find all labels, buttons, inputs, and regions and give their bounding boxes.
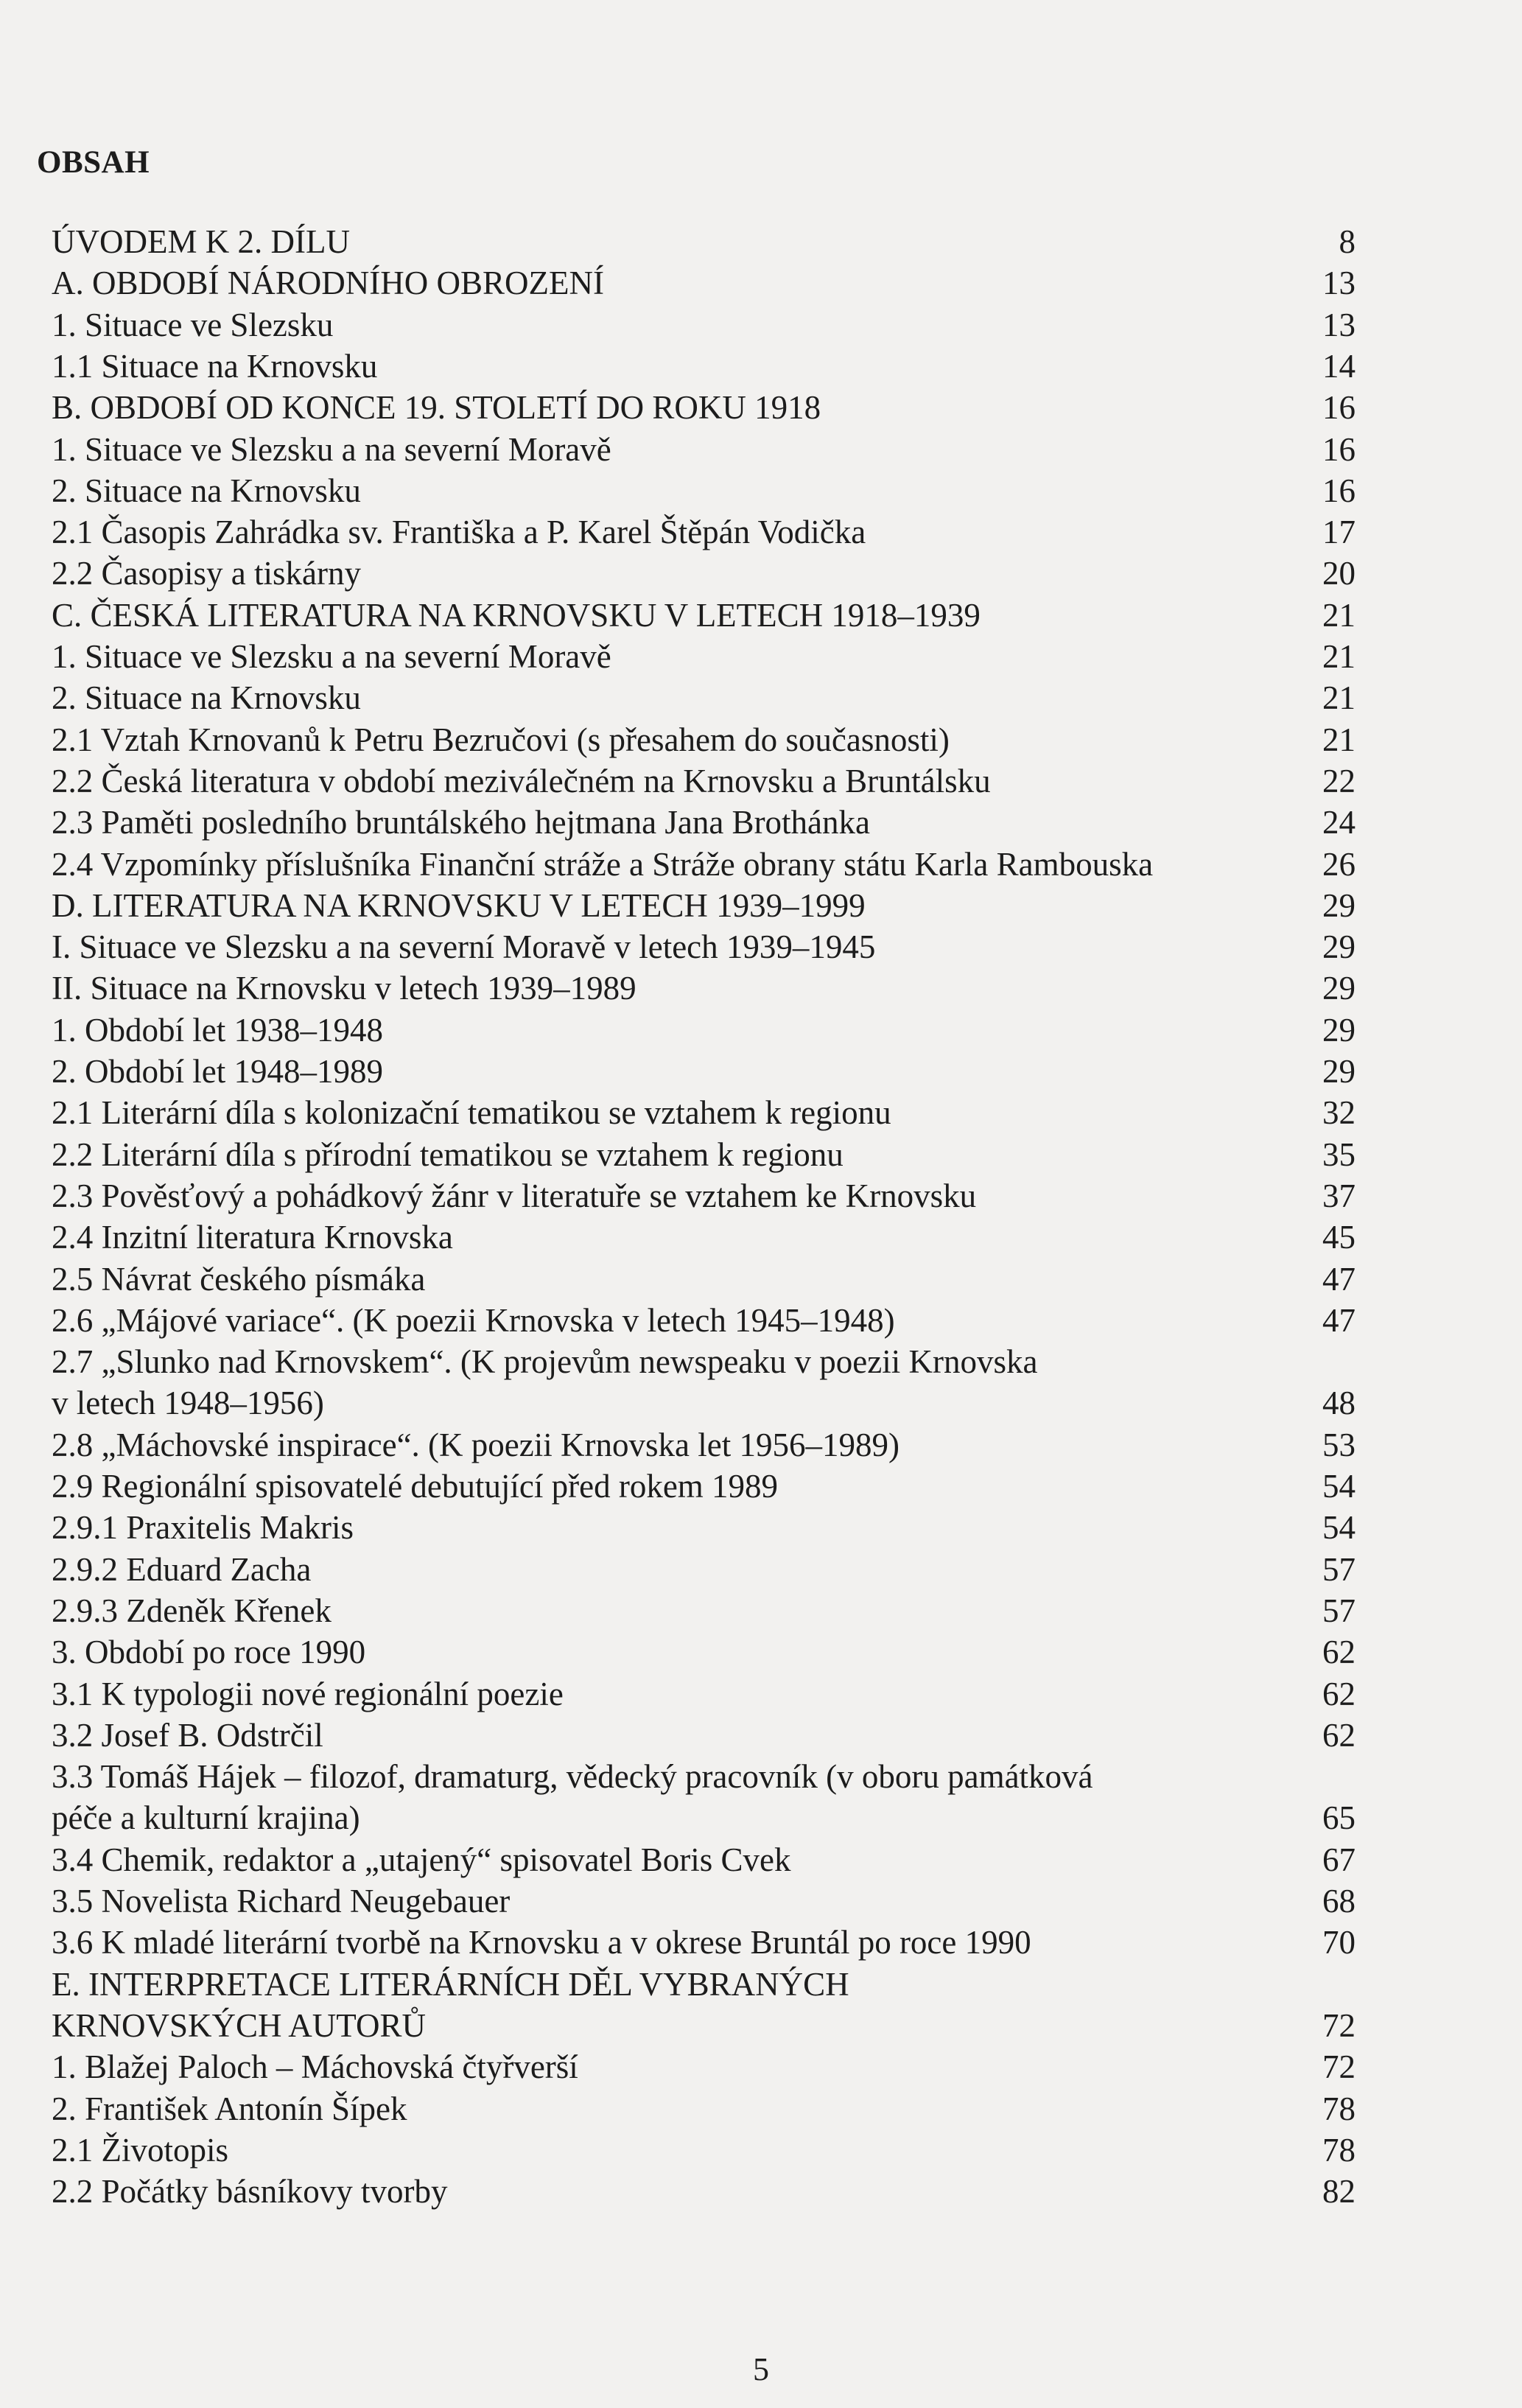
toc-entry-title: I. Situace ve Slezsku a na severní Moravě v letech 1939–1945	[52, 928, 876, 965]
toc-entry-page: 72	[1322, 2007, 1356, 2044]
toc-entry-page: 21	[1322, 679, 1356, 716]
toc-entry	[52, 1631, 1356, 1673]
toc-entry	[52, 220, 1356, 263]
toc-entry-page: 78	[1322, 2090, 1356, 2127]
toc-entry	[52, 1009, 1356, 1051]
toc-entry	[52, 2004, 1356, 2047]
toc-entry-page: 82	[1322, 2173, 1356, 2210]
toc-entry-title: 2.5 Návrat českého písmáka	[52, 1261, 426, 1298]
toc-entry	[52, 925, 1356, 968]
toc-entry-title: 2.2 Časopisy a tiskárny	[52, 555, 361, 592]
toc-entry	[52, 304, 1356, 346]
toc-entry-title: péče a kulturní krajina)	[52, 1799, 360, 1836]
toc-entry-page: 29	[1322, 1053, 1356, 1090]
toc-entry	[52, 1050, 1356, 1093]
toc-entry-title: 2.3 Paměti posledního bruntálského hejtmana Jana Brothánka	[52, 804, 871, 841]
toc-entry-page: 22	[1322, 763, 1356, 799]
toc-entry-title: A. OBDOBÍ NÁRODNÍHO OBROZENÍ	[52, 265, 604, 301]
toc-entry-page: 70	[1322, 1924, 1356, 1961]
toc-entry	[52, 635, 1356, 678]
toc-entry	[52, 428, 1356, 471]
toc-entry	[52, 1506, 1356, 1549]
toc-entry-page: 68	[1322, 1883, 1356, 1919]
toc-entry-page: 35	[1322, 1136, 1356, 1173]
toc-entry	[52, 967, 1356, 1009]
toc-entry-title: 3. Období po roce 1990	[52, 1634, 366, 1670]
toc-entry	[52, 2129, 1356, 2171]
toc-entry	[52, 801, 1356, 844]
toc-entry	[52, 511, 1356, 553]
toc-entry-title: 2.1 Časopis Zahrádka sv. Františka a P. Karel Štěpán Vodička	[52, 514, 866, 550]
toc-entry-page: 8	[1339, 223, 1356, 260]
toc-entry	[52, 1963, 1356, 2006]
toc-entry	[52, 1133, 1356, 1176]
toc-entry	[52, 1838, 1356, 1881]
toc-entry-title: II. Situace na Krnovsku v letech 1939–1989	[52, 970, 636, 1007]
toc-entry-title: 3.6 K mladé literární tvorbě na Krnovsku a v okrese Bruntál po roce 1990	[52, 1924, 1031, 1961]
toc-entry	[52, 1216, 1356, 1259]
toc-entry-page: 14	[1322, 348, 1356, 385]
toc-entry-page: 26	[1322, 846, 1356, 883]
toc-entry-title: 3.4 Chemik, redaktor a „utajený“ spisovatel Boris Cvek	[52, 1841, 791, 1878]
toc-entry	[52, 386, 1356, 429]
toc-entry-page: 16	[1322, 472, 1356, 509]
toc-entry-title: 2.1 Literární díla s kolonizační tematikou se vztahem k regionu	[52, 1094, 891, 1131]
toc-entry	[52, 1299, 1356, 1342]
toc-entry-page: 47	[1322, 1302, 1356, 1339]
toc-entry-page: 29	[1322, 928, 1356, 965]
toc-entry-title: 1. Období let 1938–1948	[52, 1012, 383, 1049]
toc-entry-title: 2.9.3 Zdeněk Křenek	[52, 1592, 332, 1629]
toc-entry	[52, 1880, 1356, 1922]
toc-entry-title: 2.4 Inzitní literatura Krnovska	[52, 1219, 453, 1256]
toc-entry-title: 2. František Antonín Šípek	[52, 2090, 407, 2127]
toc-entry	[52, 1340, 1356, 1383]
toc-heading: OBSAH	[37, 145, 150, 180]
toc-entry-page: 13	[1322, 265, 1356, 301]
toc-entry-title: E. INTERPRETACE LITERÁRNÍCH DĚL VYBRANÝCH	[52, 1966, 849, 2003]
toc-entry-page: 24	[1322, 804, 1356, 841]
toc-entry	[52, 2087, 1356, 2130]
toc-entry	[52, 1175, 1356, 1217]
toc-entry	[52, 469, 1356, 512]
toc-entry-title: C. ČESKÁ LITERATURA NA KRNOVSKU V LETECH 1918–1939	[52, 597, 981, 634]
toc-entry	[52, 1548, 1356, 1591]
toc-entry	[52, 1796, 1356, 1839]
toc-entry-page: 57	[1322, 1551, 1356, 1588]
toc-entry-title: 2. Situace na Krnovsku	[52, 472, 361, 509]
toc-entry-page: 37	[1322, 1177, 1356, 1214]
toc-entry	[52, 552, 1356, 595]
toc-entry-page: 29	[1322, 1012, 1356, 1049]
toc-entry-page: 62	[1322, 1634, 1356, 1670]
toc-entry-page: 13	[1322, 307, 1356, 343]
toc-entry-page: 57	[1322, 1592, 1356, 1629]
toc-entry-page: 20	[1322, 555, 1356, 592]
toc-entry-title: 2. Období let 1948–1989	[52, 1053, 383, 1090]
toc-entry-page: 65	[1322, 1799, 1356, 1836]
toc-entry-page: 29	[1322, 970, 1356, 1007]
toc-entry-title: D. LITERATURA NA KRNOVSKU V LETECH 1939–1999	[52, 887, 866, 924]
toc-entry	[52, 1589, 1356, 1632]
toc-entry-title: 2. Situace na Krnovsku	[52, 679, 361, 716]
toc-entry-title: B. OBDOBÍ OD KONCE 19. STOLETÍ DO ROKU 1918	[52, 389, 821, 426]
toc-entry	[52, 1921, 1356, 1964]
toc-entry-title: 2.7 „Slunko nad Krnovskem“. (K projevům newspeaku v poezii Krnovska	[52, 1343, 1038, 1380]
toc-entry-title: 2.2 Česká literatura v období meziválečném na Krnovsku a Bruntálsku	[52, 763, 991, 799]
toc-entry-title: 1.1 Situace na Krnovsku	[52, 348, 378, 385]
toc-entry-page: 16	[1322, 431, 1356, 468]
toc-entry-title: 1. Situace ve Slezsku	[52, 307, 334, 343]
toc-entry-title: 2.4 Vzpomínky příslušníka Finanční stráže a Stráže obrany státu Karla Rambouska	[52, 846, 1154, 883]
toc-entry-page: 21	[1322, 597, 1356, 634]
toc-entry	[52, 1673, 1356, 1715]
toc-entry-title: 2.2 Literární díla s přírodní tematikou se vztahem k regionu	[52, 1136, 844, 1173]
toc-entry	[52, 884, 1356, 927]
toc-entry-title: 2.6 „Májové variace“. (K poezii Krnovska v letech 1945–1948)	[52, 1302, 895, 1339]
toc-entry-page: 29	[1322, 887, 1356, 924]
toc-entry-title: 1. Situace ve Slezsku a na severní Moravě	[52, 431, 611, 468]
toc-entry-title: 2.1 Životopis	[52, 2132, 229, 2169]
toc-entry-page: 32	[1322, 1094, 1356, 1131]
toc-entry-title: 3.2 Josef B. Odstrčil	[52, 1717, 323, 1754]
toc-entry	[52, 843, 1356, 886]
toc-entry	[52, 1465, 1356, 1508]
toc-entry-title: 3.5 Novelista Richard Neugebauer	[52, 1883, 511, 1919]
toc-entry-page: 54	[1322, 1468, 1356, 1505]
toc-entry-page: 67	[1322, 1841, 1356, 1878]
toc-entry	[52, 594, 1356, 637]
page-number: 5	[753, 2351, 769, 2387]
toc-entry	[52, 262, 1356, 304]
toc-entry-title: 3.1 K typologii nové regionální poezie	[52, 1676, 564, 1712]
toc-entry	[52, 1424, 1356, 1466]
toc-entry	[52, 1091, 1356, 1134]
toc-entry-title: 2.3 Pověsťový a pohádkový žánr v literatuře se vztahem ke Krnovsku	[52, 1177, 977, 1214]
toc-entry	[52, 676, 1356, 719]
toc-entry-title: 2.2 Počátky básníkovy tvorby	[52, 2173, 448, 2210]
toc-entry-page: 21	[1322, 638, 1356, 675]
toc-entry-title: 2.8 „Máchovské inspirace“. (K poezii Krnovska let 1956–1989)	[52, 1427, 899, 1463]
toc-entry-title: 2.9.1 Praxitelis Makris	[52, 1509, 354, 1546]
toc-entry-title: 1. Blažej Paloch – Máchovská čtyřverší	[52, 2048, 578, 2085]
toc-entry	[52, 1755, 1356, 1798]
toc-entry	[52, 345, 1356, 388]
toc-entry-page: 53	[1322, 1427, 1356, 1463]
toc-entry	[52, 1258, 1356, 1301]
toc-entry	[52, 2045, 1356, 2088]
toc-entry-title: v letech 1948–1956)	[52, 1385, 324, 1421]
toc-entry	[52, 760, 1356, 802]
toc-entry-page: 48	[1322, 1385, 1356, 1421]
toc-entry	[52, 1714, 1356, 1757]
toc-entry-title: KRNOVSKÝCH AUTORŮ	[52, 2007, 426, 2044]
toc-entry-page: 54	[1322, 1509, 1356, 1546]
toc-entry	[52, 1382, 1356, 1424]
toc-entry-page: 62	[1322, 1676, 1356, 1712]
toc-entry-title: 2.9.2 Eduard Zacha	[52, 1551, 312, 1588]
toc-entry-title: 2.9 Regionální spisovatelé debutující před rokem 1989	[52, 1468, 779, 1505]
toc-entry-page: 21	[1322, 721, 1356, 758]
toc-entry-title: ÚVODEM K 2. DÍLU	[52, 223, 350, 260]
toc-entry	[52, 2170, 1356, 2213]
toc-entry-page: 78	[1322, 2132, 1356, 2169]
toc-entry-page: 47	[1322, 1261, 1356, 1298]
toc-entry-title: 2.1 Vztah Krnovanů k Petru Bezručovi (s přesahem do současnosti)	[52, 721, 950, 758]
toc-entry-title: 3.3 Tomáš Hájek – filozof, dramaturg, vědecký pracovník (v oboru památková	[52, 1758, 1093, 1795]
toc-entry-title: 1. Situace ve Slezsku a na severní Moravě	[52, 638, 611, 675]
toc-entry-page: 62	[1322, 1717, 1356, 1754]
toc-entry-page: 45	[1322, 1219, 1356, 1256]
toc-entry-page: 72	[1322, 2048, 1356, 2085]
toc-entry-page: 17	[1322, 514, 1356, 550]
toc-entry	[52, 718, 1356, 761]
toc-entry-page: 16	[1322, 389, 1356, 426]
